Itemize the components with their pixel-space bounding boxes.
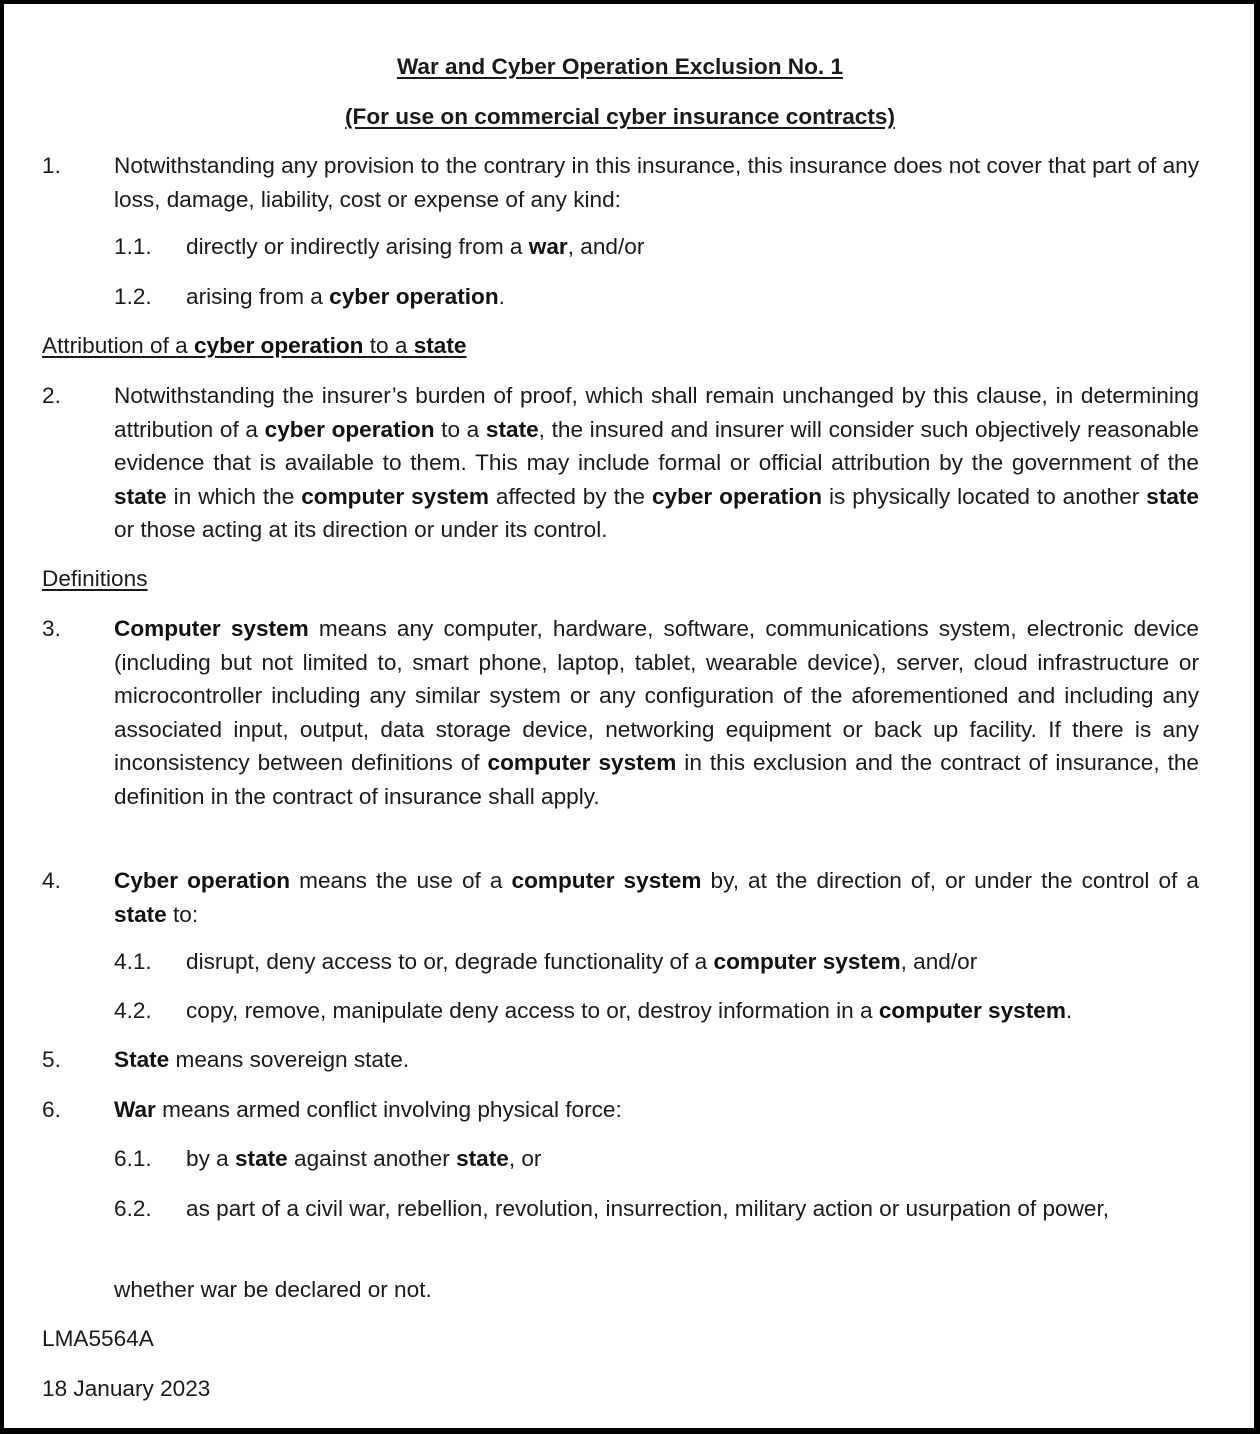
subclause-number: 6.1. (114, 1146, 152, 1171)
subclause-text: disrupt, deny access to or, degrade functionality of a computer system, and/or (186, 949, 978, 974)
clause-text: Cyber operation means the use of a computer system by, at the direction of, or under the control of a state to: (114, 868, 1199, 927)
subclause-number: 1.1. (114, 234, 152, 259)
reference-code: LMA5564A (42, 1326, 154, 1351)
subclause-number: 4.2. (114, 998, 152, 1023)
document-page (4, 4, 1254, 1428)
clause-number: 4. (42, 868, 61, 893)
subclause-text: by a state against another state, or (186, 1146, 542, 1171)
document-title: War and Cyber Operation Exclusion No. 1 (396, 54, 844, 79)
section-heading-definitions: Definitions (42, 566, 148, 591)
clause-number: 6. (42, 1097, 61, 1122)
subclause-number: 1.2. (114, 284, 152, 309)
subclause-text: directly or indirectly arising from a war, and/or (186, 234, 645, 259)
clause-6-closing: whether war be declared or not. (114, 1277, 432, 1302)
clause-number: 1. (42, 153, 61, 178)
clause-number: 5. (42, 1047, 61, 1072)
clause-text: State means sovereign state. (114, 1047, 410, 1072)
clause-number: 3. (42, 616, 61, 641)
subclause-text: arising from a cyber operation. (186, 284, 505, 309)
document-subtitle: (For use on commercial cyber insurance contracts) (345, 104, 895, 129)
section-heading-attribution: Attribution of a cyber operation to a state (42, 333, 467, 358)
clause-number: 2. (42, 383, 61, 408)
subclause-text: copy, remove, manipulate deny access to or, destroy information in a computer system. (186, 998, 1073, 1023)
subclause-text: as part of a civil war, rebellion, revolution, insurrection, military action or usurpation of power, (186, 1196, 1110, 1221)
clause-text: Notwithstanding any provision to the contrary in this insurance, this insurance does not cover that part of any loss, damage, liability, cost or expense of any kind: (114, 153, 1199, 212)
clause-text: Computer system means any computer, hardware, software, communications system, electronic device (including but not limited to, smart phone, laptop, tablet, wearable device), server, cloud infrastructure or microcontroller including any similar system or any configuration of the aforementioned and including any associated input, output, data storage device, networking equipment or back up facility. If there is any inconsistency between definitions of computer system in this exclusion and the contract of insurance, the definition in the contract of insurance shall apply. (114, 616, 1199, 809)
clause-text: Notwithstanding the insurer’s burden of proof, which shall remain unchanged by this clause, in determining attribution of a cyber operation to a state, the insured and insurer will consider such objectively reasonable evidence that is available to them. This may include formal or official attribution by the government of the state in which the computer system affected by the cyber operation is physically located to another state or those acting at its direction or under its control. (114, 383, 1199, 542)
subclause-number: 6.2. (114, 1196, 152, 1221)
subclause-number: 4.1. (114, 949, 152, 974)
document-date: 18 January 2023 (42, 1376, 211, 1401)
clause-text: War means armed conflict involving physical force: (114, 1097, 622, 1122)
